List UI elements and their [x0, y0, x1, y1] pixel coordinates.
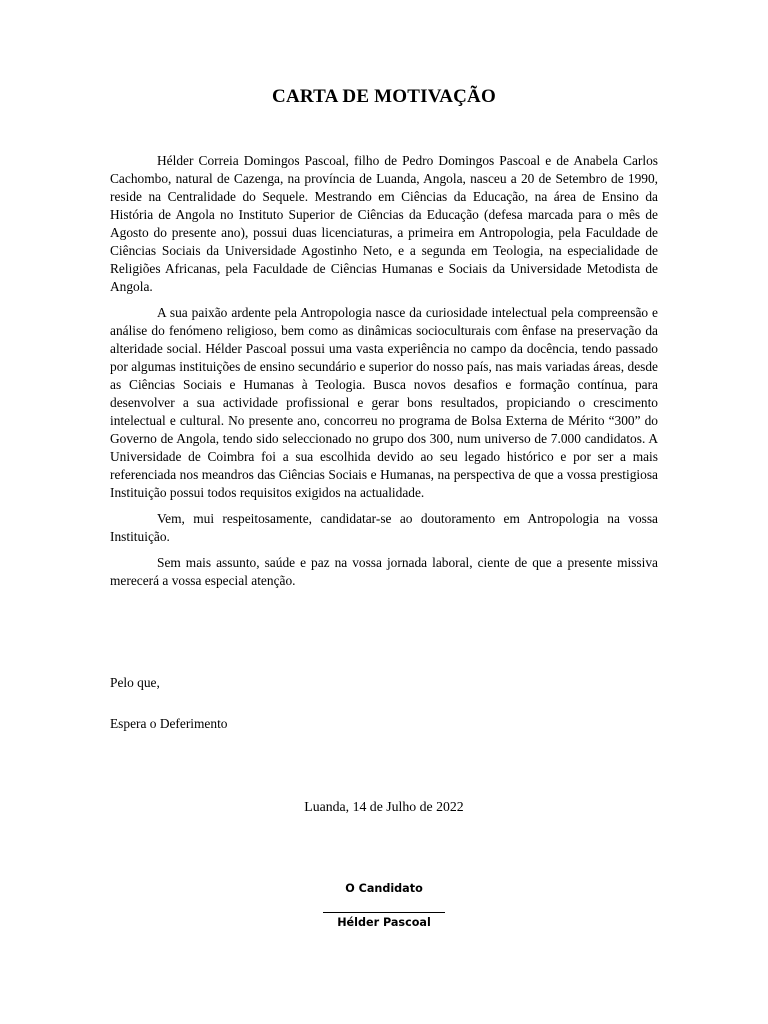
- letter-title: CARTA DE MOTIVAÇÃO: [272, 86, 496, 107]
- signature-line: [323, 899, 445, 913]
- signature-block: [0, 882, 768, 929]
- place-date-line: Luanda, 14 de Julho de 2022: [304, 799, 464, 814]
- signature-name: Hélder Pascoal: [337, 916, 431, 929]
- closing-pelo-que: Pelo que,: [110, 675, 160, 690]
- paragraph-application: Vem, mui respeitosamente, candidatar-se ao doutoramento em Antropologia na vossa Instituição.: [110, 511, 658, 544]
- signature-role: O Candidato: [345, 882, 423, 895]
- closing-deferimento: Espera o Deferimento: [110, 716, 228, 731]
- paragraph-biography: Hélder Correia Domingos Pascoal, filho de Pedro Domingos Pascoal e de Anabela Carlos Cachombo, natural de Cazenga, na província de Luanda, Angola, nasceu a 20 de Setembro de 1990, reside na Centralidade do Sequele. Mestrando em Ciências da Educação, na área de Ensino da História de Angola no Instituto Superior de Ciências da Educação (defesa marcada para o mês de Agosto do presente ano), possui duas licenciaturas, a primeira em Antropologia, pela Faculdade de Ciências Sociais da Universidade Agostinho Neto, e a segunda em Teologia, na especialidade de Religiões Africanas, pela Faculdade de Ciências Humanas e Sociais da Universidade Metodista de Angola.: [110, 153, 658, 294]
- paragraph-motivation: A sua paixão ardente pela Antropologia nasce da curiosidade intelectual pela compreensão e análise do fenómeno religioso, bem como as dinâmicas socioculturais com ênfase na preservação da alteridade social. Hélder Pascoal possui uma vasta experiência no campo da docência, tendo passado por algumas instituições de ensino secundário e superior do nosso país, nas mais variadas áreas, desde as Ciências Sociais e Humanas à Teologia. Busca novos desafios e formação contínua, para desenvolver a sua actividade profissional e gerar bons resultados, propiciando o crescimento intelectual e cultural. No presente ano, concorreu no programa de Bolsa Externa de Mérito “300” do Governo de Angola, tendo sido seleccionado no grupo dos 300, num universo de 7.000 candidatos. A Universidade de Coimbra foi a sua escolhida devido ao seu legado histórico e por ser a mais referenciada nos meandros das Ciências Sociais e Humanas, na perspectiva de que a vossa prestigiosa Instituição possui todos requisitos exigidos na actualidade.: [110, 305, 658, 500]
- paragraph-farewell: Sem mais assunto, saúde e paz na vossa jornada laboral, ciente de que a presente missiva merecerá a vossa especial atenção.: [110, 555, 658, 588]
- letter-body: [110, 152, 658, 598]
